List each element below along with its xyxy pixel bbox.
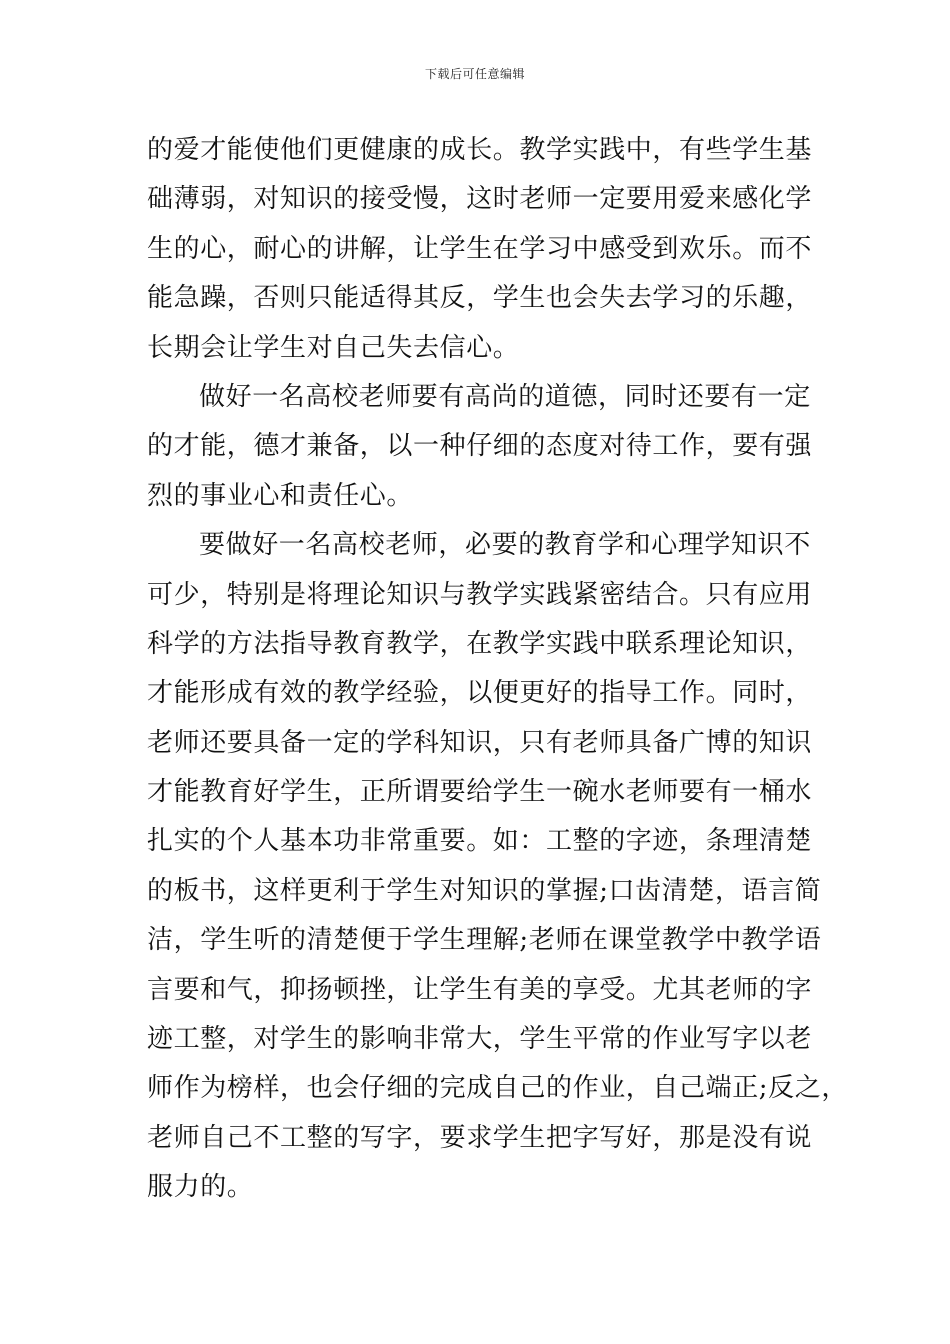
paragraph-line: 生的心，耐心的讲解，让学生在学习中感受到欢乐。而不 [147,233,813,264]
paragraph-line: 扎实的个人基本功非常重要。如：工整的字迹，条理清楚 [147,826,813,857]
paragraph-line: 的爱才能使他们更健康的成长。教学实践中，有些学生基 [147,135,813,165]
paragraph-line: 长期会让学生对自己失去信心。 [147,332,520,363]
paragraph-line: 做好一名高校老师要有高尚的道德，同时还要有一定 [199,381,811,412]
paragraph-line: 要做好一名高校老师，必要的教育学和心理学知识不 [199,530,811,561]
paragraph-line: 能急躁，否则只能适得其反，学生也会失去学习的乐趣， [147,283,813,314]
paragraph-line: 科学的方法指导教育教学，在教学实践中联系理论知识， [147,628,813,659]
paragraph-line: 才能形成有效的教学经验，以便更好的指导工作。同时， [147,678,813,709]
paragraph-line: 言要和气，抑扬顿挫，让学生有美的享受。尤其老师的字 [147,974,813,1005]
paragraph-line: 的板书，这样更利于学生对知识的掌握;口齿清楚，语言简 [147,875,822,906]
paragraph-line: 服力的。 [147,1172,254,1203]
paragraph-line: 洁，学生听的清楚便于学生理解;老师在课堂教学中教学语 [147,925,822,956]
paragraph [147,126,827,373]
paragraph [147,373,827,521]
paragraph-line: 迹工整，对学生的影响非常大，学生平常的作业写字以老 [147,1024,813,1055]
paragraph-line: 烈的事业心和责任心。 [147,480,414,511]
document-body [147,126,848,1213]
page-header-note: 下载后可任意编辑 [424,67,525,81]
paragraph-line: 础薄弱，对知识的接受慢，这时老师一定要用爱来感化学 [147,184,813,215]
paragraph-line: 才能教育好学生，正所谓要给学生一碗水老师要有一桶水 [147,777,813,808]
paragraph-line: 可少，特别是将理论知识与教学实践紧密结合。只有应用 [147,579,813,610]
paragraph-line: 老师自己不工整的写字，要求学生把字写好，那是没有说 [147,1122,813,1153]
paragraph-line: 的才能，德才兼备，以一种仔细的态度对待工作，要有强 [147,431,813,462]
paragraph [147,521,848,1212]
paragraph-line: 老师还要具备一定的学科知识，只有老师具备广博的知识 [147,727,813,758]
paragraph-line: 师作为榜样，也会仔细的完成自己的作业，自己端正;反之， [147,1073,848,1104]
